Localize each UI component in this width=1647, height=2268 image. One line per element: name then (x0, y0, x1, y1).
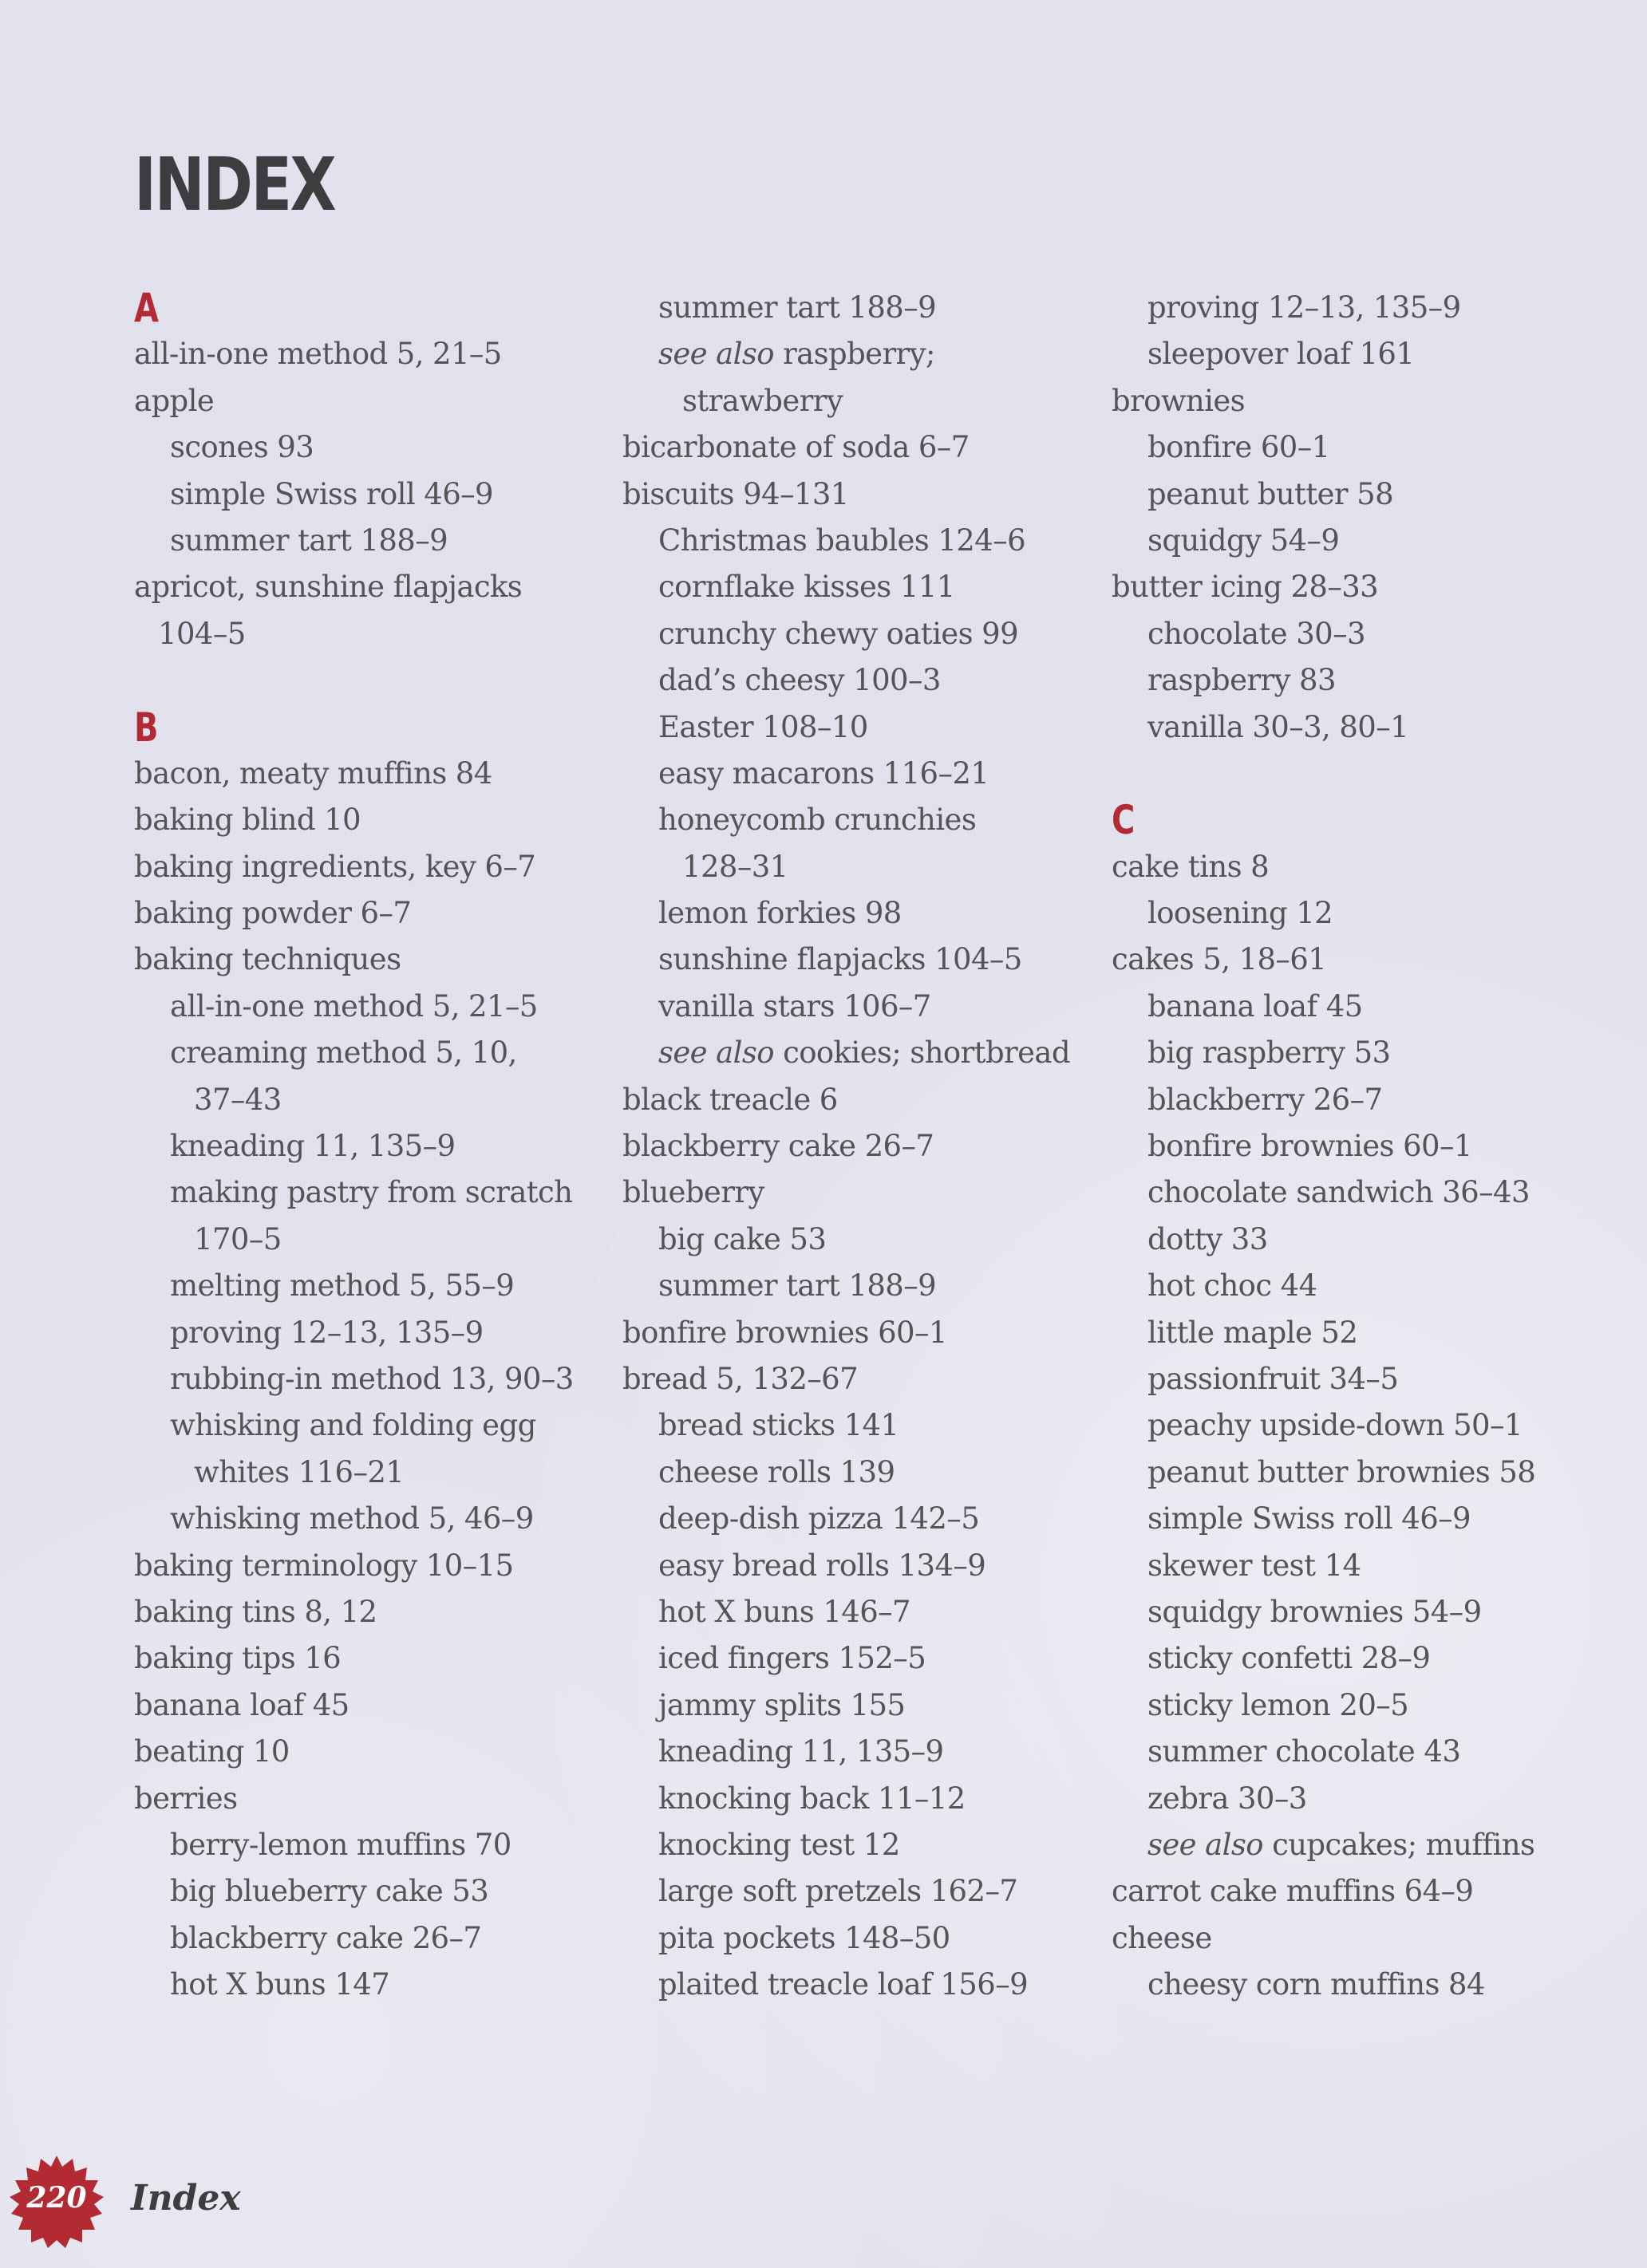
index-subentry (1112, 1682, 1558, 1729)
entry-text: apple (134, 383, 215, 418)
index-subentry (622, 1868, 1069, 1915)
index-subentry (1112, 471, 1558, 518)
entry-text: peanut butter 58 (1147, 476, 1394, 511)
entry-text: baking ingredients, key 6–7 (134, 849, 536, 884)
entry-text: strawberry (682, 383, 843, 418)
index-subentry (622, 844, 1069, 890)
index-subentry (1112, 1402, 1558, 1449)
index-subentry (1112, 1962, 1558, 2008)
entry-text: honeycomb crunchies (658, 803, 977, 838)
index-subentry (622, 1729, 1069, 1775)
index-column-3 (1112, 285, 1558, 2008)
index-subentry (1112, 285, 1558, 331)
index-subentry (622, 1915, 1069, 1962)
index-subentry (1112, 331, 1558, 377)
index-subentry (134, 611, 581, 657)
entry-text: bicarbonate of soda 6–7 (622, 430, 970, 465)
index-entry (134, 331, 581, 377)
index-column-1 (134, 285, 581, 2008)
index-column-2 (622, 285, 1069, 2008)
entry-text: sunshine flapjacks 104–5 (658, 942, 1022, 977)
entry-text: skewer test 14 (1147, 1548, 1361, 1583)
entry-text: easy bread rolls 134–9 (658, 1548, 986, 1583)
entry-text: baking techniques (134, 942, 401, 977)
section-letter: B (134, 704, 159, 751)
index-entry (1112, 378, 1558, 424)
index-entry (134, 1635, 581, 1682)
entry-text: easy macarons 116–21 (658, 755, 989, 791)
entry-text: summer tart 188–9 (658, 290, 937, 325)
entry-text: sticky confetti 28–9 (1147, 1641, 1431, 1676)
index-subentry (1112, 1217, 1558, 1263)
index-subentry (1112, 424, 1558, 471)
index-subentry (134, 984, 581, 1030)
index-entry (1112, 1915, 1558, 1962)
entry-text: kneading 11, 135–9 (658, 1734, 944, 1769)
entry-text: knocking back 11–12 (658, 1781, 966, 1816)
index-subentry (622, 1450, 1069, 1496)
index-subentry (134, 1496, 581, 1542)
index-subentry (622, 1822, 1069, 1868)
entry-text: chocolate 30–3 (1147, 616, 1365, 651)
index-subentry (1112, 1030, 1558, 1076)
index-entry (134, 751, 581, 797)
index-subentry (622, 1776, 1069, 1822)
entry-text: cakes 5, 18–61 (1112, 942, 1327, 977)
entry-text: bonfire 60–1 (1147, 430, 1330, 465)
entry-text: biscuits 94–131 (622, 476, 849, 511)
entry-text: jammy splits 155 (658, 1687, 906, 1722)
index-entry (1112, 1868, 1558, 1915)
section-gap (1112, 751, 1558, 797)
index-subentry (134, 1868, 581, 1915)
entry-text: loosening 12 (1147, 896, 1333, 931)
entry-text: lemon forkies 98 (658, 896, 902, 931)
entry-text: kneading 11, 135–9 (170, 1129, 456, 1164)
entry-text: banana loaf 45 (1147, 988, 1363, 1024)
index-subentry (134, 1450, 581, 1496)
entry-text: bacon, meaty muffins 84 (134, 755, 492, 791)
index-entry (622, 1123, 1069, 1169)
index-subentry (1112, 1356, 1558, 1402)
index-subentry (1112, 1169, 1558, 1216)
index-subentry (622, 1682, 1069, 1729)
entry-text: bonfire brownies 60–1 (1147, 1129, 1472, 1164)
index-subentry (622, 1496, 1069, 1542)
index-subentry (1112, 1822, 1558, 1868)
index-entry (134, 1776, 581, 1822)
index-entry (622, 1310, 1069, 1356)
index-subentry (134, 1310, 581, 1356)
entry-text: squidgy 54–9 (1147, 523, 1340, 558)
index-subentry (622, 1962, 1069, 2008)
entry-text: berry-lemon muffins 70 (170, 1827, 511, 1862)
index-subentry (622, 564, 1069, 610)
entry-text: scones 93 (170, 430, 314, 465)
index-subentry (1112, 890, 1558, 937)
entry-text: Christmas baubles 124–6 (658, 523, 1026, 558)
entry-text: summer chocolate 43 (1147, 1734, 1461, 1769)
entry-text: cookies; shortbread (773, 1035, 1070, 1071)
entry-text: cupcakes; muffins (1262, 1827, 1535, 1862)
entry-text: blackberry cake 26–7 (622, 1129, 934, 1164)
entry-text: vanilla stars 106–7 (658, 988, 931, 1024)
entry-text: blackberry cake 26–7 (170, 1920, 482, 1955)
entry-text: cheese rolls 139 (658, 1454, 895, 1489)
index-subentry (134, 1915, 581, 1962)
entry-text: pita pockets 148–50 (658, 1920, 950, 1955)
entry-text: baking powder 6–7 (134, 896, 412, 931)
index-subentry (622, 1635, 1069, 1682)
index-subentry (1112, 984, 1558, 1030)
index-subentry (134, 1263, 581, 1309)
index-subentry (622, 518, 1069, 564)
index-entry (134, 937, 581, 983)
index-subentry (622, 797, 1069, 843)
entry-text: simple Swiss roll 46–9 (1147, 1501, 1471, 1536)
index-subentry (1112, 1077, 1558, 1123)
entry-text: Easter 108–10 (658, 709, 868, 744)
entry-text: big blueberry cake 53 (170, 1874, 489, 1909)
entry-text: hot X buns 147 (170, 1967, 390, 2002)
index-entry (622, 424, 1069, 471)
entry-text: all-in-one method 5, 21–5 (134, 337, 502, 372)
entry-text: squidgy brownies 54–9 (1147, 1594, 1482, 1629)
index-entry (1112, 564, 1558, 610)
index-entry (134, 1543, 581, 1589)
entry-text: dotty 33 (1147, 1221, 1268, 1256)
index-subentry (134, 1077, 581, 1123)
entry-text: blueberry (622, 1175, 764, 1210)
index-entry (134, 1729, 581, 1775)
index-subentry (1112, 1450, 1558, 1496)
index-subentry (134, 424, 581, 471)
index-subentry (1112, 518, 1558, 564)
index-entry (134, 890, 581, 937)
index-subentry (622, 657, 1069, 704)
entry-text: 37–43 (194, 1082, 282, 1117)
entry-text: raspberry 83 (1147, 663, 1336, 698)
entry-text: summer tart 188–9 (170, 523, 448, 558)
index-subentry (1112, 657, 1558, 704)
entry-text: baking tips 16 (134, 1641, 342, 1676)
entry-text: cornflake kisses 111 (658, 570, 955, 605)
index-entry (622, 1169, 1069, 1216)
index-subentry (134, 1030, 581, 1076)
entry-text: banana loaf 45 (134, 1687, 350, 1722)
entry-text: raspberry; (773, 337, 935, 372)
entry-text: big cake 53 (658, 1221, 827, 1256)
entry-text: iced fingers 152–5 (658, 1641, 926, 1676)
see-also-label: see also (1147, 1827, 1263, 1862)
entry-text: black treacle 6 (622, 1082, 838, 1117)
index-entry (134, 797, 581, 843)
index-subentry (622, 331, 1069, 377)
section-letter: A (134, 285, 159, 331)
index-subentry (134, 1962, 581, 2008)
entry-text: butter icing 28–33 (1112, 570, 1379, 605)
entry-text: chocolate sandwich 36–43 (1147, 1175, 1530, 1210)
index-entry (134, 1589, 581, 1635)
index-subentry (622, 611, 1069, 657)
index-subentry (622, 1589, 1069, 1635)
index-subentry (1112, 704, 1558, 751)
index-entry (1112, 937, 1558, 983)
entry-text: sticky lemon 20–5 (1147, 1687, 1409, 1722)
entry-text: 104–5 (158, 616, 246, 651)
entry-text: zebra 30–3 (1147, 1781, 1307, 1816)
entry-text: hot choc 44 (1147, 1268, 1317, 1304)
page-title: INDEX (134, 142, 335, 227)
index-entry (622, 1077, 1069, 1123)
entry-text: bread sticks 141 (658, 1408, 899, 1443)
index-entry (134, 378, 581, 424)
index-subentry (622, 1217, 1069, 1263)
index-subentry (134, 1123, 581, 1169)
section-gap (134, 657, 581, 704)
index-subentry (1112, 611, 1558, 657)
index-subentry (1112, 1310, 1558, 1356)
entry-text: baking terminology 10–15 (134, 1548, 514, 1583)
entry-text: beating 10 (134, 1734, 290, 1769)
page-number-badge (10, 2154, 104, 2248)
index-subentry (134, 1356, 581, 1402)
entry-text: 170–5 (194, 1221, 282, 1256)
entry-text: rubbing-in method 13, 90–3 (170, 1361, 574, 1396)
entry-text: bread 5, 132–67 (622, 1361, 859, 1396)
index-subentry (1112, 1496, 1558, 1542)
index-subentry (622, 704, 1069, 751)
entry-text: whisking method 5, 46–9 (170, 1501, 534, 1536)
entry-text: dad’s cheesy 100–3 (658, 663, 941, 698)
index-subentry (622, 890, 1069, 937)
entry-text: knocking test 12 (658, 1827, 900, 1862)
entry-text: bonfire brownies 60–1 (622, 1315, 947, 1350)
index-entry (134, 1682, 581, 1729)
index-subentry (134, 518, 581, 564)
index-entry (134, 564, 581, 610)
index-subentry (622, 751, 1069, 797)
index-subentry (1112, 1589, 1558, 1635)
entry-text: deep-dish pizza 142–5 (658, 1501, 980, 1536)
entry-text: all-in-one method 5, 21–5 (170, 988, 538, 1024)
index-subentry (1112, 1543, 1558, 1589)
entry-text: cake tins 8 (1112, 849, 1270, 884)
entry-text: carrot cake muffins 64–9 (1112, 1874, 1474, 1909)
section-letter: C (1112, 797, 1136, 844)
index-entry (622, 471, 1069, 518)
entry-text: simple Swiss roll 46–9 (170, 476, 493, 511)
entry-text: blackberry 26–7 (1147, 1082, 1383, 1117)
index-subentry (134, 471, 581, 518)
entry-text: making pastry from scratch (170, 1175, 573, 1210)
entry-text: creaming method 5, 10, (170, 1035, 517, 1071)
entry-text: whites 116–21 (194, 1454, 405, 1489)
see-also-label: see also (658, 337, 774, 372)
entry-text: proving 12–13, 135–9 (170, 1315, 484, 1350)
entry-text: sleepover loaf 161 (1147, 337, 1415, 372)
index-subentry (134, 1402, 581, 1449)
entry-text: proving 12–13, 135–9 (1147, 290, 1461, 325)
entry-text: apricot, sunshine flapjacks (134, 570, 523, 605)
index-subentry (622, 1030, 1069, 1076)
entry-text: cheese (1112, 1920, 1212, 1955)
index-subentry (134, 1169, 581, 1216)
index-subentry (622, 1402, 1069, 1449)
entry-text: plaited treacle loaf 156–9 (658, 1967, 1029, 2002)
index-subentry (622, 285, 1069, 331)
entry-text: summer tart 188–9 (658, 1268, 937, 1304)
entry-text: big raspberry 53 (1147, 1035, 1391, 1071)
index-subentry (1112, 1263, 1558, 1309)
entry-text: 128–31 (682, 849, 788, 884)
entry-text: hot X buns 146–7 (658, 1594, 910, 1629)
index-subentry (622, 937, 1069, 983)
index-subentry (1112, 1729, 1558, 1775)
entry-text: baking blind 10 (134, 803, 361, 838)
index-subentry (134, 1217, 581, 1263)
page-number: 220 (26, 2181, 87, 2215)
entry-text: crunchy chewy oaties 99 (658, 616, 1019, 651)
index-entry (622, 1356, 1069, 1402)
entry-text: peachy upside-down 50–1 (1147, 1408, 1523, 1443)
index-subentry (622, 1263, 1069, 1309)
index-entry (1112, 844, 1558, 890)
entry-text: vanilla 30–3, 80–1 (1147, 709, 1409, 744)
index-subentry (134, 1822, 581, 1868)
entry-text: whisking and folding egg (170, 1408, 536, 1443)
index-subentry (622, 984, 1069, 1030)
index-subentry (1112, 1635, 1558, 1682)
index-subentry (622, 378, 1069, 424)
entry-text: baking tins 8, 12 (134, 1594, 377, 1629)
entry-text: passionfruit 34–5 (1147, 1361, 1399, 1396)
index-subentry (622, 1543, 1069, 1589)
entry-text: peanut butter brownies 58 (1147, 1454, 1536, 1489)
index-subentry (1112, 1776, 1558, 1822)
footer-label: Index (131, 2178, 241, 2219)
index-subentry (1112, 1123, 1558, 1169)
index-entry (134, 844, 581, 890)
entry-text: cheesy corn muffins 84 (1147, 1967, 1485, 2002)
entry-text: little maple 52 (1147, 1315, 1358, 1350)
see-also-label: see also (658, 1035, 774, 1071)
entry-text: melting method 5, 55–9 (170, 1268, 515, 1304)
entry-text: berries (134, 1781, 238, 1816)
entry-text: large soft pretzels 162–7 (658, 1874, 1018, 1909)
entry-text: brownies (1112, 383, 1246, 418)
